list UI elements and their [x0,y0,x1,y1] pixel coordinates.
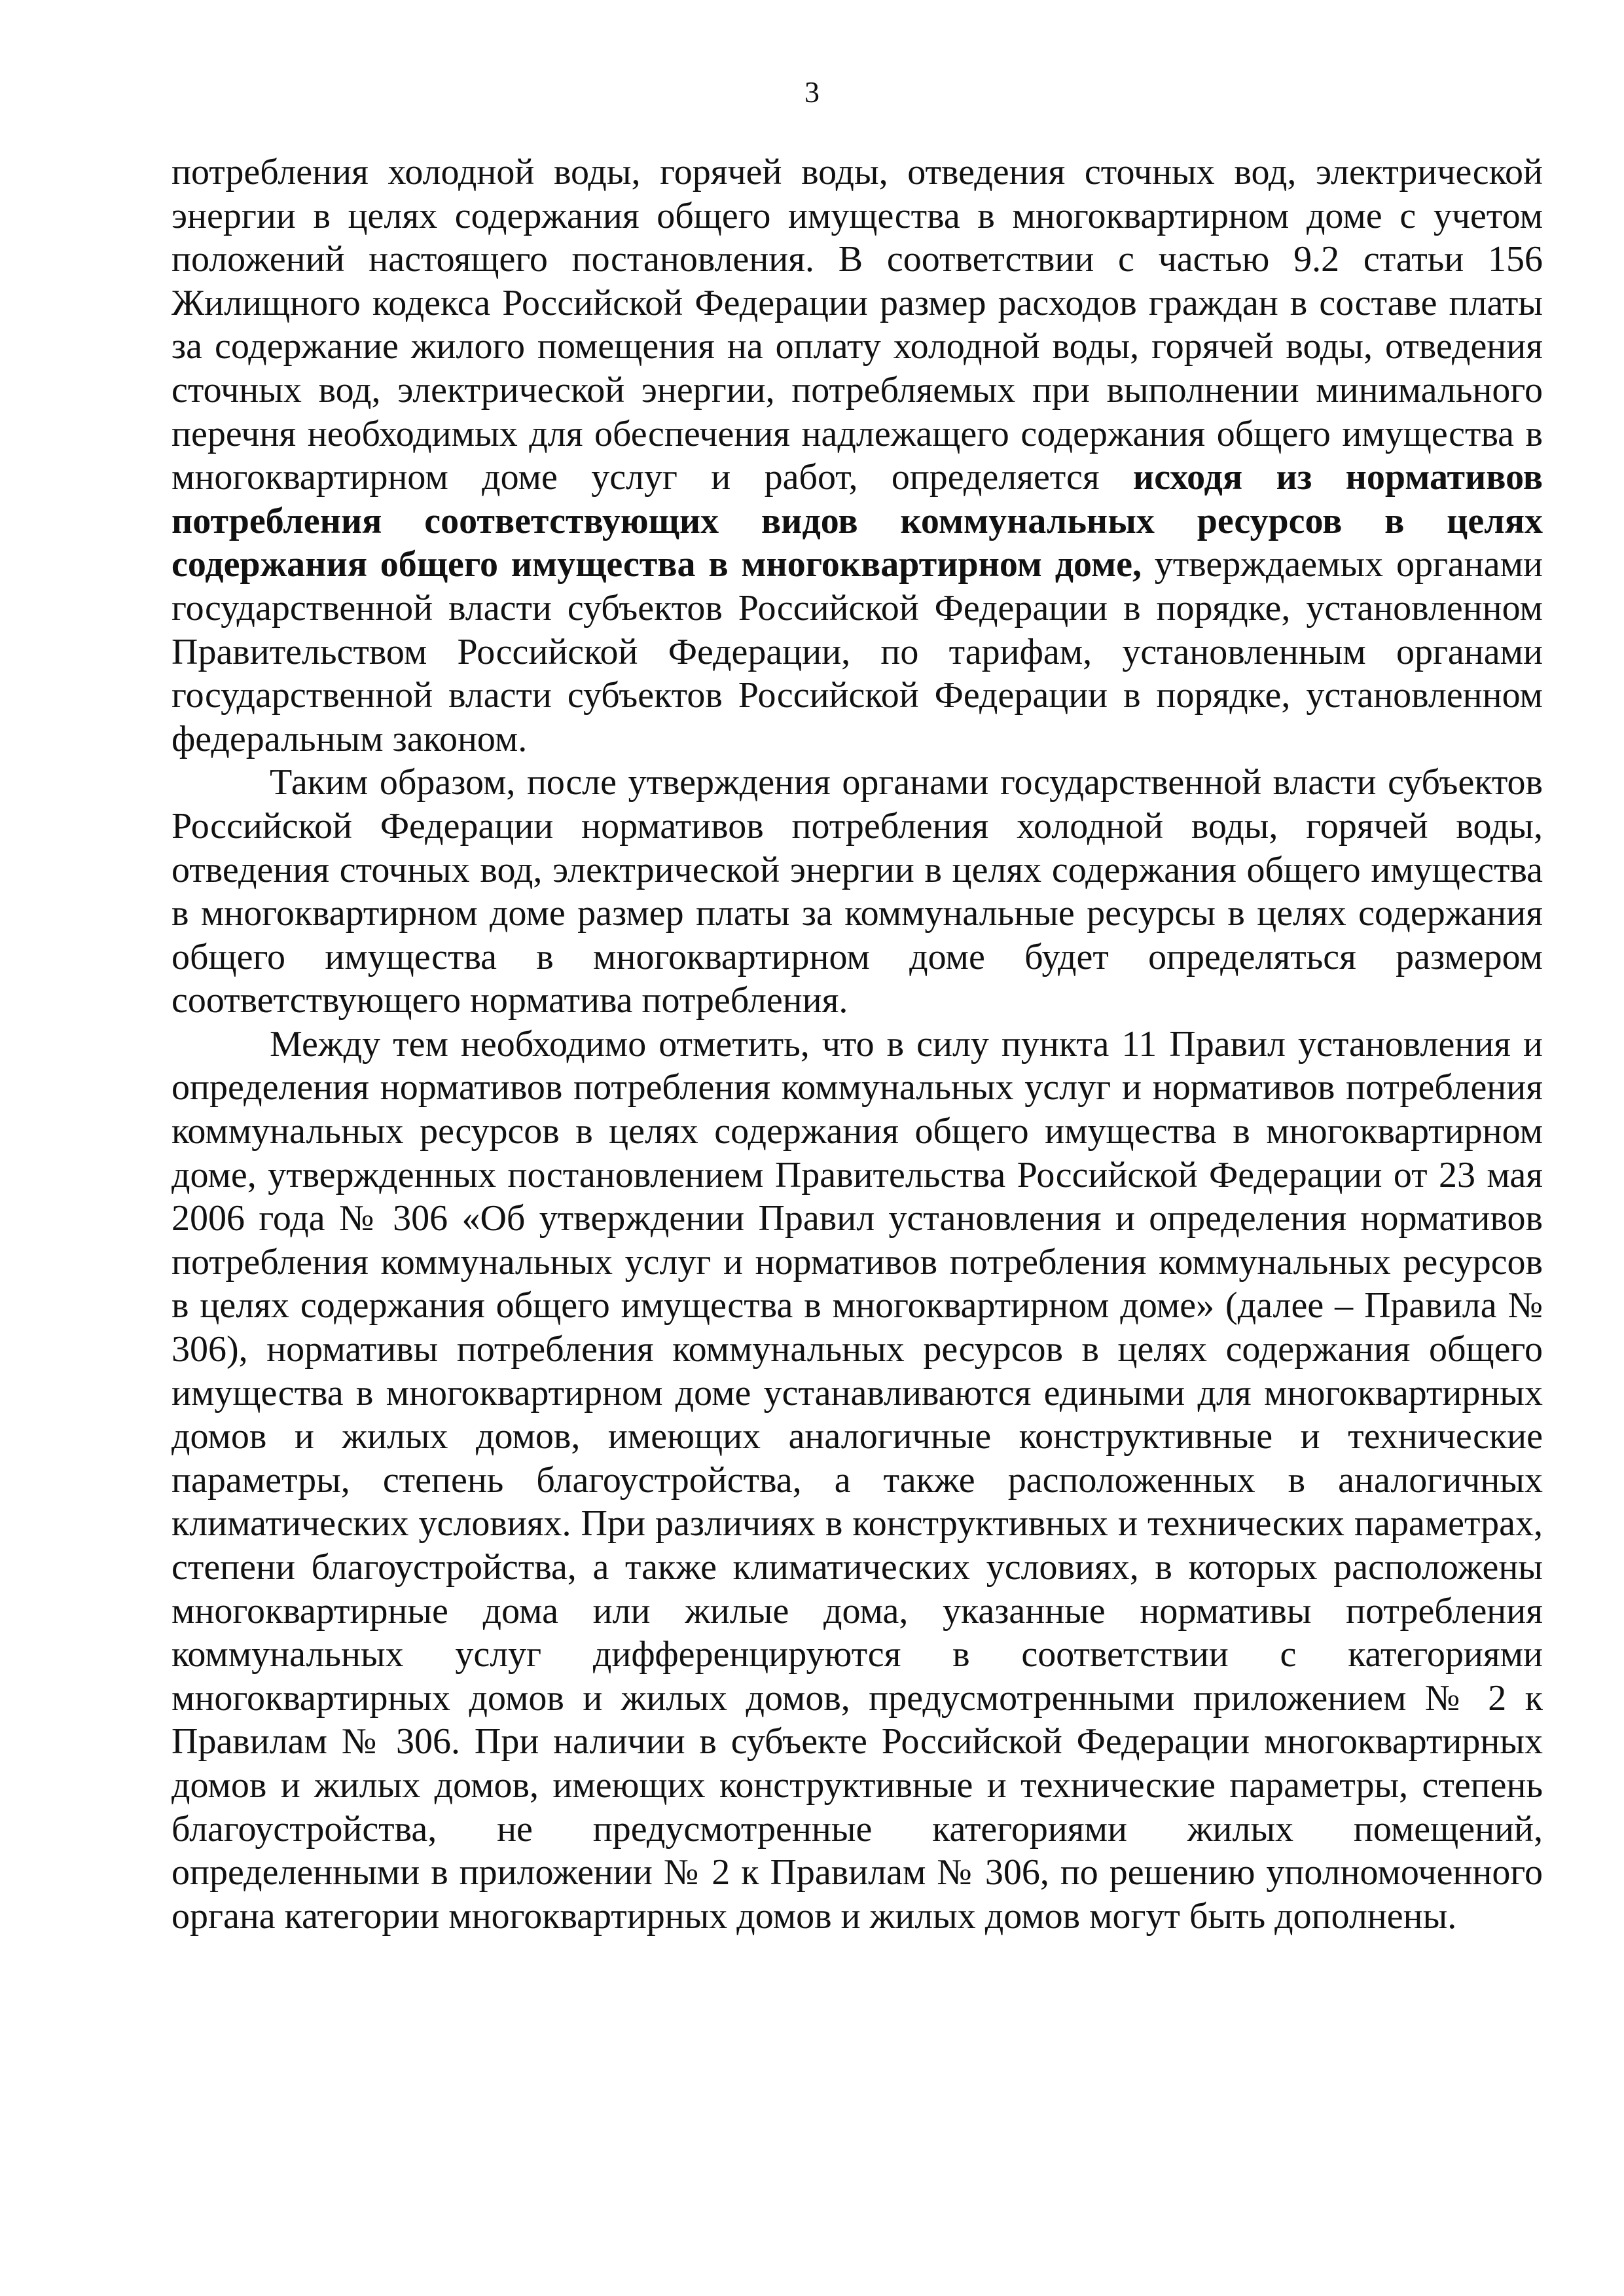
paragraph-1-text: потребления холодной воды, горячей воды, отведения сточных вод, электрической энергии в целях содержания общего имущества в многоквартирном доме с учетом положений настоящего постановления. В соответствии с частью 9.2 статьи 156 Жилищного кодекса Российской Федерации размер расходов граждан в составе платы за содержание жилого помещения на оплату холодной воды, горячей воды, отведения сточных вод, электрической энергии, потребляемых при выполнении минимального перечня необходимых для обеспечения надлежащего содержания общего имущества в многоквартирном доме услуг и работ, определяется [171,152,1543,498]
paragraph-1-bold-text: исходя из нормативов потребления соответствующих видов коммунальных ресурсов в целях содержания общего имущества в многоквартирном доме, [171,457,1543,585]
document-body [171,151,1543,1938]
paragraph-1-text-end: утверждаемых органами государственной власти субъектов Российской Федерации в порядке, установленном Правительством Российской Федерации, по тарифам, установленным органами государственной власти субъектов Российской Федерации в порядке, установленном федеральным законом. [171,544,1543,759]
paragraph-3-text: Между тем необходимо отметить, что в силу пункта 11 Правил установления и определения нормативов потребления коммунальных услуг и нормативов потребления коммунальных ресурсов в целях содержания общего имущества в многоквартирном доме, утвержденных постановлением Правительства Российской Федерации от 23 мая 2006 года № 306 «Об утверждении Правил установления и определения нормативов потребления коммунальных услуг и нормативов потребления коммунальных ресурсов в целях содержания общего имущества в многоквартирном доме» (далее – Правила № 306), нормативы потребления коммунальных ресурсов в целях содержания общего имущества в многоквартирном доме устанавливаются едиными для многоквартирных домов и жилых домов, имеющих аналогичные конструктивные и технические параметры, степень благоустройства, а также расположенных в аналогичных климатических условиях. При различиях в конструктивных и технических параметрах, степени благоустройства, а также климатических условиях, в которых расположены многоквартирные дома или жилые дома, указанные нормативы потребления коммунальных услуг дифференцируются в соответствии с категориями многоквартирных домов и жилых домов, предусмотренными приложением № 2 к Правилам № 306. При наличии в субъекте Российской Федерации многоквартирных домов и жилых домов, имеющих конструктивные и технические параметры, степень благоустройства, не предусмотренные категориями жилых помещений, определенными в приложении № 2 к Правилам № 306, по решению уполномоченного органа категории многоквартирных домов и жилых домов могут быть дополнены. [171,1023,1543,1937]
paragraph-2-text: Таким образом, после утверждения органами государственной власти субъектов Российской Федерации нормативов потребления холодной воды, горячей воды, отведения сточных вод, электрической энергии в целях содержания общего имущества в многоквартирном доме размер платы за коммунальные ресурсы в целях содержания общего имущества в многоквартирном доме будет определяться размером соответствующего норматива потребления. [171,762,1543,1021]
paragraph-2 [171,761,1543,1023]
page-number: 3 [804,75,820,109]
paragraph-3 [171,1023,1543,1938]
paragraph-1 [171,151,1543,761]
